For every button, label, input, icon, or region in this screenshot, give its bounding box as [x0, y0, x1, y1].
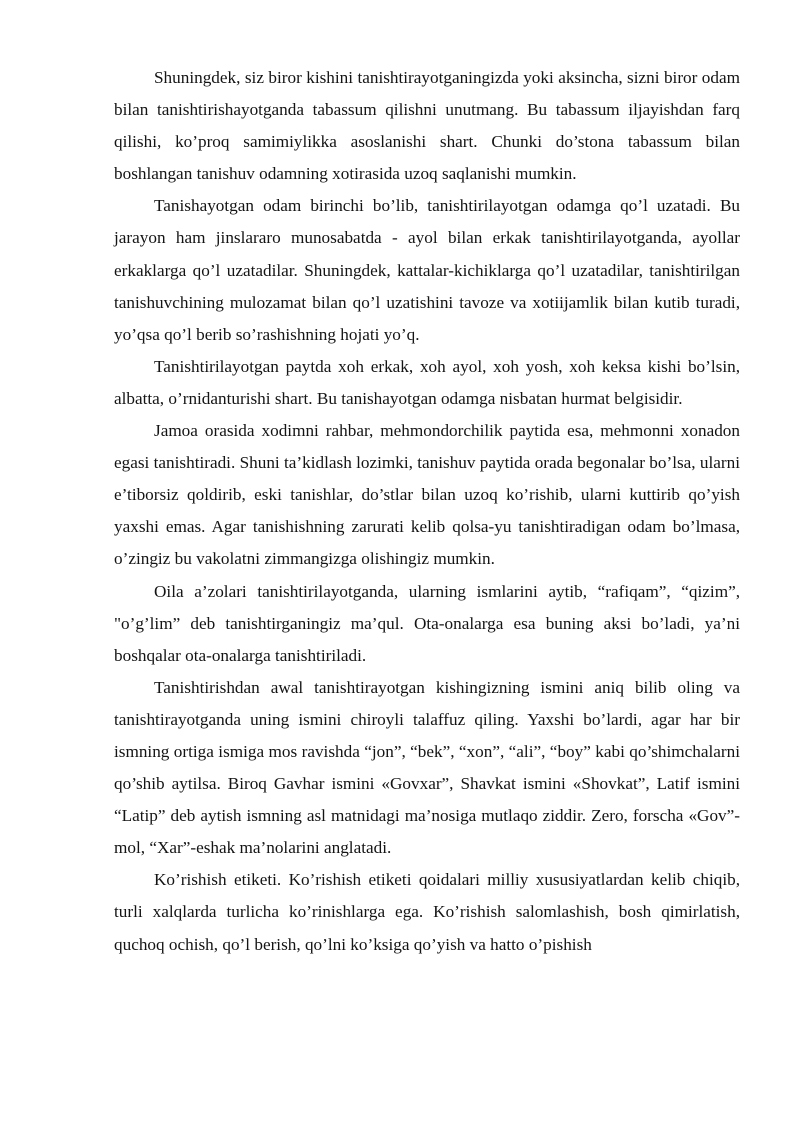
paragraph-2: Tanishayotgan odam birinchi bo’lib, tanishtirilayotgan odamga qo’l uzatadi. Bu jarayon ham jinslararo munosabatda - ayol bilan erkak tanishtirilayotganda, ayollar erkaklarga qo’l uzatadilar. Shuningdek, kattalar-kichiklarga qo’l uzatadilar, tanishtirilgan tanishuvchining mulozamat bilan qo’l uzatishini tavoze va xotiijamlik bilan kutib turadi, yo’qsa qo’l berib so’rashishning hojati yo’q.	[114, 196, 740, 344]
paragraph-3: Tanishtirilayotgan paytda xoh erkak, xoh ayol, xoh yosh, xoh keksa kishi bo’lsin, albatta, o’rnidanturishi shart. Bu tanishayotgan odamga nisbatan hurmat belgisidir.	[114, 356, 740, 408]
paragraph-5: Oila a’zolari tanishtirilayotganda, ularning ismlarini aytib, “rafiqam”, “qizim”, "o’g’lim” deb tanishtirganingiz ma’qul. Ota-onalarga esa buning aksi bo’ladi, ya’ni boshqalar ota-onalarga tanishtiriladi.	[114, 581, 740, 665]
paragraph-4: Jamoa orasida xodimni rahbar, mehmondorchilik paytida esa, mehmonni xonadon egasi tanishtiradi. Shuni ta’kidlash lozimki, tanishuv paytida orada begonalar bo’lsa, ularni e’tiborsiz qoldirib, eski tanishlar, do’stlar bilan uzoq ko’rishib, ularni kuttirib qo’yish yaxshi emas. Agar tanishishning zarurati kelib qolsa-yu tanishtiradigan odam bo’lmasa, o’zingiz bu vakolatni zimmangizga olishingiz mumkin.	[114, 421, 740, 569]
paragraph-7: Ko’rishish etiketi. Ko’rishish etiketi qoidalari milliy xususiyatlardan kelib chiqib, turli xalqlarda turlicha ko’rinishlarga ega. Ko’rishish salomlashish, bosh qimirlatish, quchoq ochish, qo’l berish, qo’lni ko’ksiga qo’yish va hatto o’pishish	[114, 870, 740, 954]
paragraph-1: Shuningdek, siz biror kishini tanishtirayotganingizda yoki aksincha, sizni biror odam bilan tanishtirishayotganda tabassum qilishni unutmang. Bu tabassum iljayishdan farq qilishi, ko’proq samimiylikka asoslanishi shart. Chunki do’stona tabassum bilan boshlangan tanishuv odamning xotirasida uzoq saqlanishi mumkin.	[114, 68, 740, 184]
document-page	[114, 62, 740, 961]
paragraph-6: Tanishtirishdan awal tanishtirayotgan kishingizning ismini aniq bilib oling va tanishtirayotganda uning ismini chiroyli talaffuz qiling. Yaxshi bo’lardi, agar har bir ismning ortiga ismiga mos ravishda “jon”, “bek”, “xon”, “ali”, “boy” kabi qo’shimchalarni qo’shib aytilsa. Biroq Gavhar ismini «Govxar”, Shavkat ismini «Shovkat”, Latif ismini “Latip” deb aytish ismning asl matnidagi ma’nosiga mutlaqo ziddir. Zero, forscha «Gov”-mol, “Xar”-eshak ma’nolarini anglatadi.	[114, 677, 740, 858]
